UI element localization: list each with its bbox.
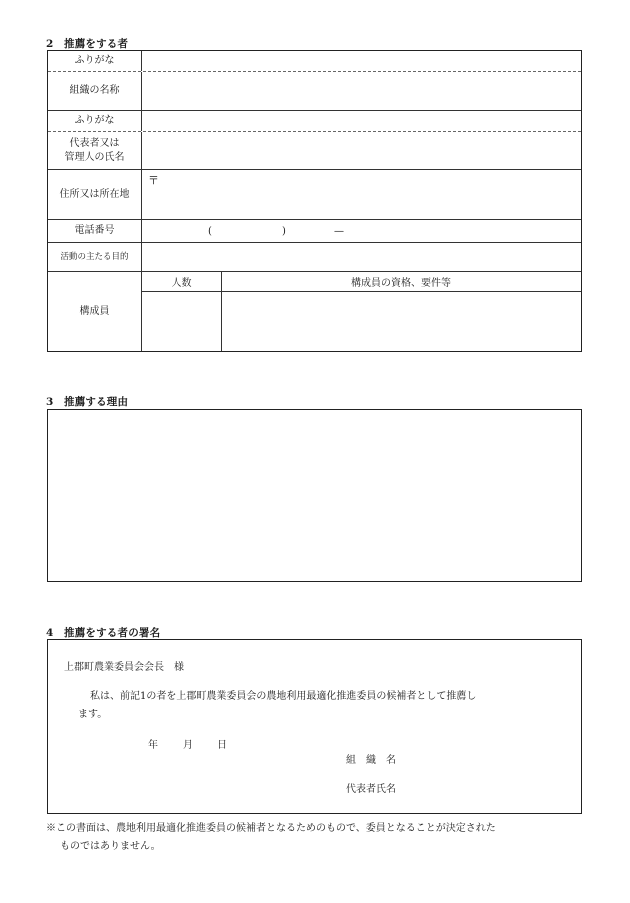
phone-dash: — [334,225,344,237]
phone-open-paren: ( [208,225,212,237]
field-furigana-org[interactable] [142,51,581,71]
label-phone: 電話番号 [48,220,142,242]
row-org-name [48,72,581,111]
label-address: 住所又は所在地 [48,170,142,219]
row-members [48,272,581,351]
date-month-label: 月 [183,740,193,751]
field-org-name[interactable] [142,72,581,110]
row-purpose [48,243,581,272]
row-phone [48,220,581,243]
section-4-title: 推薦をする者の署名 [64,627,161,639]
section-3-number: 3 [46,396,54,408]
reason-field[interactable] [47,409,582,582]
field-purpose[interactable] [142,243,581,271]
rep-name-label: 代表者氏名 [346,784,396,795]
label-representative-line1: 代表者又は [69,137,120,149]
date-day-label: 日 [217,740,227,751]
section-2-heading [46,36,128,51]
field-members-count[interactable] [142,292,221,351]
label-furigana-rep: ふりがな [48,111,142,131]
footnote-line1: ※この書面は、農地利用最適化推進委員の候補者となるためのもので、委員となることが決定された [46,823,496,834]
date-year-label: 年 [148,740,158,751]
row-furigana-org [48,51,581,72]
members-area [142,272,581,351]
recommender-table [47,50,582,352]
section-2-number: 2 [46,38,54,50]
row-address [48,170,581,220]
section-3-title: 推薦する理由 [64,396,129,408]
org-name-label: 組 織 名 [346,755,396,766]
footnote [46,820,496,856]
label-members: 構成員 [48,272,142,351]
field-furigana-rep[interactable] [142,111,581,131]
label-representative [48,132,142,169]
section-2-title: 推薦をする者 [64,38,129,50]
label-furigana-org: ふりがな [48,51,142,71]
label-org-name: 組織の名称 [48,72,142,110]
signature-box [47,639,582,814]
section-3-heading [46,394,128,409]
section-4-number: 4 [46,627,54,639]
addressee: 上郡町農業委員会会長 様 [64,662,184,673]
section-4-heading [46,625,160,640]
declaration-line2: ます。 [78,709,108,720]
field-address[interactable] [142,170,581,219]
row-representative [48,132,581,170]
members-qual-header: 構成員の資格、要件等 [221,272,581,292]
field-representative[interactable] [142,132,581,169]
declaration-line1: 私は、前記1の者を上郡町農業委員会の農地利用最適化推進委員の候補者として推薦し [90,691,477,702]
phone-close-paren: ) [282,225,286,237]
members-count-header: 人数 [142,272,221,292]
row-furigana-rep [48,111,581,132]
label-purpose: 活動の主たる目的 [48,243,142,271]
label-representative-line2: 管理人の氏名 [64,151,125,163]
field-members-qual[interactable] [222,292,581,351]
field-phone[interactable] [142,220,581,242]
footnote-line2: ものではありません。 [60,841,161,852]
postal-mark: 〒 [148,174,159,187]
